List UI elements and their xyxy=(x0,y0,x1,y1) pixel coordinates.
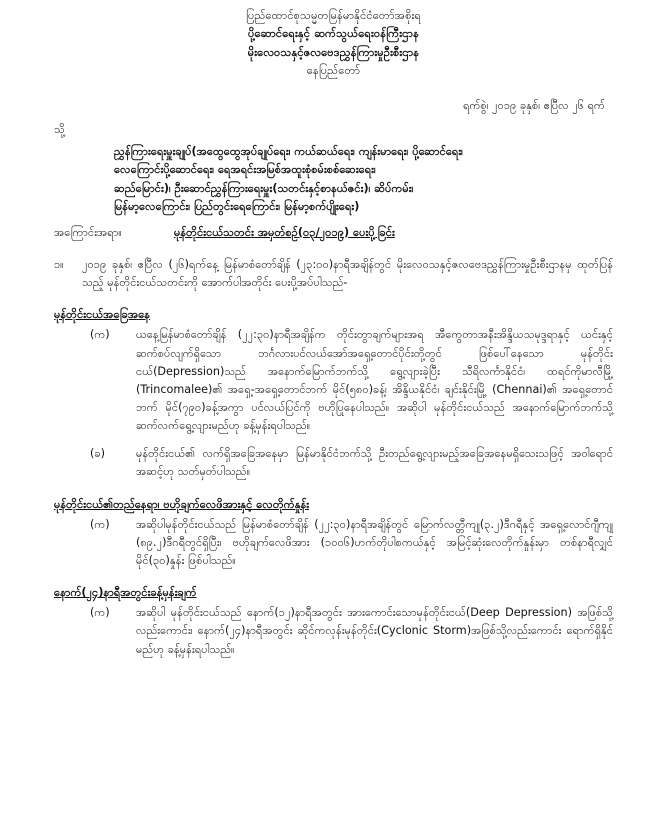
letterhead xyxy=(54,6,613,79)
item-marker: (က) xyxy=(90,517,110,531)
recipient-line: လေကြောင်းပို့ဆောင်ရေး၊ ရေအရင်းအမြစ်အထူးစုံစမ်းစစ်ဆေးရေး၊ xyxy=(114,163,376,177)
to-label: သို့ xyxy=(54,123,65,137)
city-line: နေပြည်တော် xyxy=(306,62,361,77)
section-heading-status: မုန်တိုင်းငယ်အခြေအနေ xyxy=(54,308,151,322)
recipient-line: ညွှန်ကြားရေးမှူးချုပ်(အထွေထွေအုပ်ချုပ်ရေး၊ ကယ်ဆယ်ရေး၊ ကျန်းမာရေး၊ ပို့ဆောင်ရေး၊ xyxy=(114,145,463,159)
government-line: ပြည်ထောင်စုသမ္မတမြန်မာနိုင်ငံတော်အစိုးရ xyxy=(246,8,421,22)
recipient-line: မြန်မာ့လေကြောင်း၊ ပြည်တွင်းရေကြောင်း၊ မြန်မာ့စက်ပျိုးရေး) xyxy=(114,199,360,213)
item-marker: (က) xyxy=(90,606,110,620)
subject-line xyxy=(54,224,613,242)
paragraph-text: ၂၀၁၉ ခုနှစ်၊ ဧပြီလ (၂၆)ရက်နေ့ မြန်မာစံတော်ချိန် (၂၃:၀၀)နာရီအချိန်တွင် မိုးလေဝသနှင့်ဇလဗေဒညွှန်ကြားမှုဦးစီးဌာနမှ ထုတ်ပြန်သည့် မုန်တိုင်းငယ်သတင်းကို အောက်ပါအတိုင်း ပေးပို့အပ်ပါသည်- xyxy=(82,257,613,290)
item-text: မုန်တိုင်းငယ်၏ လက်ရှိအခြေအနေမှာ မြန်မာနိုင်ငံဘက်သို့ ဦးတည်ရွေ့လျားမည့်အခြေအနေမရှိသေးသဖြင့် အဝါရောင်အဆင့်ဟု သတ်မှတ်ပါသည်။ xyxy=(136,447,613,479)
item-marker: (က) xyxy=(90,328,110,342)
item-marker: (ခ) xyxy=(90,447,106,461)
subject-label: အကြောင်းအရာ။ xyxy=(54,225,122,239)
intro-paragraph xyxy=(54,256,613,292)
recipients-block xyxy=(114,143,613,216)
list-item xyxy=(90,326,613,435)
section-heading-forecast: နောက်(၂၄)နာရီအတွင်းခန့်မှန်းချက် xyxy=(54,586,197,600)
item-text: အဆိုပါ မုန်တိုင်းငယ်သည် နောက်(၁၂)နာရီအတွင်း အားကောင်းသောမုန်တိုင်းငယ်(Deep Depression) အဖြစ်သို့လည်းကောင်း၊ နောက်(၂၄)နာရီအတွင်း ဆိုင်ကလုန်းမုန်တိုင်း(Cyclonic Storm)အဖြစ်သို့လည်းကောင်း ရောက်ရှိနိုင်မည်ဟု ခန့်မှန်းရပါသည်။ xyxy=(136,606,613,656)
item-text: အဆိုပါမုန်တိုင်းငယ်သည် မြန်မာစံတော်ချိန် (၂၂:၃၀)နာရီအချိန်တွင် မြောက်လတ္တီကျု(၃.၂)ဒီဂရီနှင့် အရှေ့လောင်ဂျီကျု (၈၉.၂)ဒီဂရီတွင်ရှိပြီး၊ ဗဟိုချက်လေဖိအား (၁၀၀၆)ဟက်တိုပါစကယ်နှင့် အမြင့်ဆုံးလေတိုက်နှုန်းမှာ တစ်နာရီလျှင် မိုင်(၃၀)နှုန်း ဖြစ်ပါသည်။ xyxy=(136,517,613,567)
list-item xyxy=(90,604,613,658)
paragraph-number: ၁။ xyxy=(54,257,64,271)
section-heading-location: မုန်တိုင်းငယ်၏တည်နေရာ၊ ဗဟိုချက်လေဖိအားနှင့် လေတိုက်နှုန်း xyxy=(54,497,310,511)
recipient-line: ဆည်မြောင်း)၊ ဦးဆောင်ညွှန်ကြားရေးမှူး(သတင်းနှင့်စာနယ်ဇင်း)၊ ဆိပ်ကမ်း၊ xyxy=(114,181,414,195)
ministry-line: ပို့ဆောင်ရေးနှင့် ဆက်သွယ်ရေးဝန်ကြီးဌာန xyxy=(247,26,420,41)
list-item xyxy=(90,445,613,481)
item-text: ယနေ့မြန်မာစံတော်ချိန် (၂၂:၃၀)နာရီအချိန်က တိုင်းတွာချက်များအရ အီကွေတာအနီးအိန္ဒိယသမုဒ္ဒရာနှင့် ယင်းနှင့်ဆက်စပ်လျက်ရှိသော ဘင်္ဂလားပင်လယ်အော်အရှေ့တောင်ပိုင်းတို့တွင် ဖြစ်ပေါ်နေသော မုန်တိုင်းငယ်(Depression)သည် အနောက်မြောက်ဘက်သို့ ရွေ့လျားခဲ့ပြီး သီရိလင်္ကာနိုင်ငံ၊ ထရင်ကိုမာလီမြို့ (Trincomalee)၏ အရှေ့-အရှေ့တောင်ဘက် မိုင်(၅၈၀)ခန့်၊ အိန္ဒိယနိုင်ငံ၊ ချင်းနိုင်းမြို့ (Chennai)၏ အရှေ့တောင်ဘက် မိုင်(၇၉၀)ခန့်အကွာ ပင်လယ်ပြင်ကို ဗဟိုပြုနေပါသည်။ အဆိုပါ မုန်တိုင်းငယ်သည် အနောက်မြောက်ဘက်သို့ ဆက်လက်ရွေ့လျားမည်ဟု ခန့်မှန်းရပါသည်။ xyxy=(136,328,613,433)
subject-text: မုန်တိုင်းငယ်သတင်း အမှတ်စဉ်(၀၃/၂၀၁၉) ပေးပို့ခြင်း xyxy=(174,225,395,239)
list-item xyxy=(90,516,613,570)
letter-date: ရက်စွဲ၊ ၂၀၁၉ ခုနှစ်၊ ဧပြီလ ၂၆ ရက် xyxy=(463,99,605,112)
department-line: မိုးလေဝသနှင့်ဇလဗေဒညွှန်ကြားမှုဦးစီးဌာန xyxy=(247,44,420,59)
